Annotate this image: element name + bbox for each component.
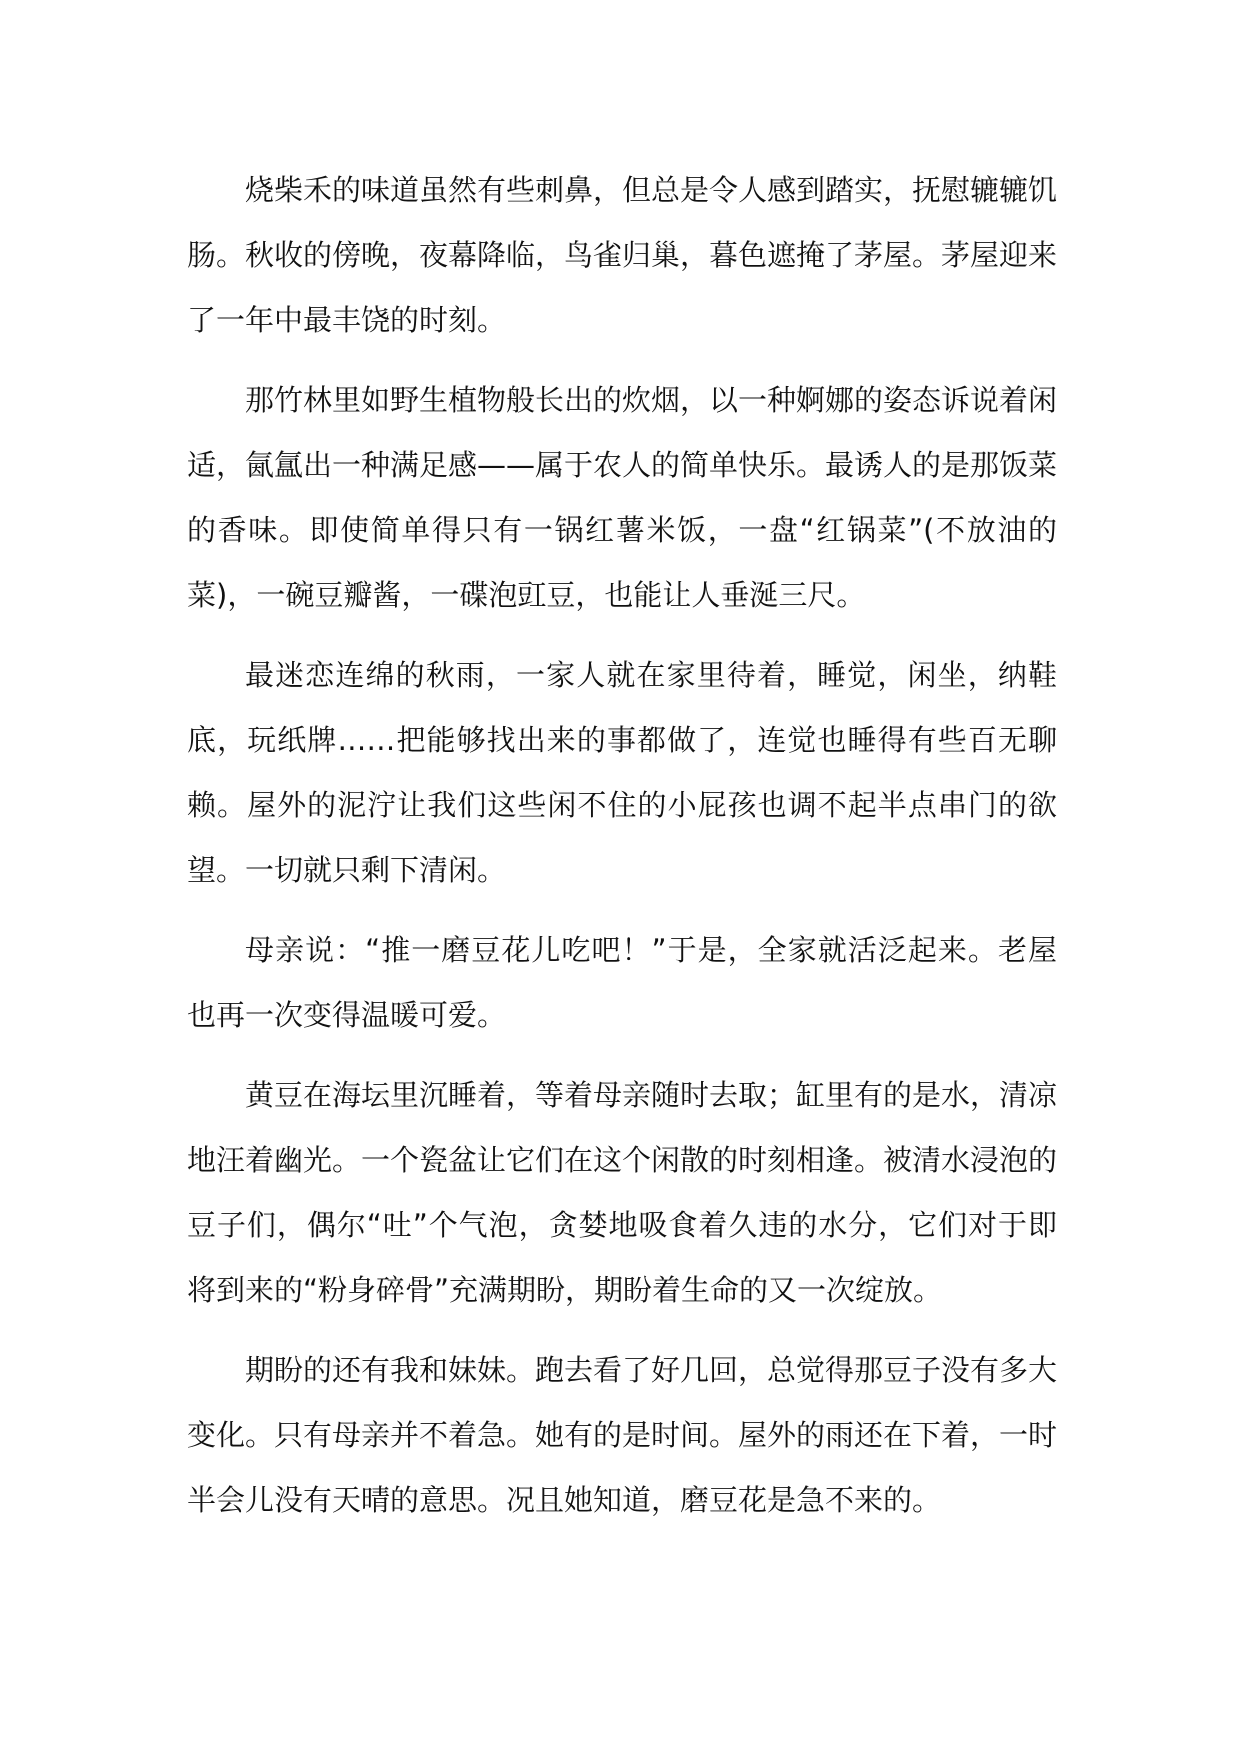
paragraph-1: 烧柴禾的味道虽然有些刺鼻，但总是令人感到踏实，抚慰辘辘饥肠。秋收的傍晚，夜幕降临，鸟雀归巢，暮色遮掩了茅屋。茅屋迎来了一年中最丰饶的时刻。 [187, 173, 1058, 337]
document-page [187, 158, 1057, 1548]
paragraph-4: 母亲说：“推一磨豆花儿吃吧！”于是，全家就活泛起来。老屋也再一次变得温暖可爱。 [187, 933, 1057, 1032]
paragraph-2: 那竹林里如野生植物般长出的炊烟，以一种婀娜的姿态诉说着闲适，氤氲出一种满足感——属于农人的简单快乐。最诱人的是那饭菜的香味。即使简单得只有一锅红薯米饭，一盘“红锅菜”(不放油的菜)，一碗豆瓣酱，一碟泡豇豆，也能让人垂涎三尺。 [187, 383, 1058, 612]
paragraph-5: 黄豆在海坛里沉睡着，等着母亲随时去取；缸里有的是水，清凉地汪着幽光。一个瓷盆让它们在这个闲散的时刻相逢。被清水浸泡的豆子们，偶尔“吐”个气泡，贪婪地吸食着久违的水分，它们对于即将到来的“粉身碎骨”充满期盼，期盼着生命的又一次绽放。 [187, 1078, 1058, 1307]
paragraph-6: 期盼的还有我和妹妹。跑去看了好几回，总觉得那豆子没有多大变化。只有母亲并不着急。她有的是时间。屋外的雨还在下着，一时半会儿没有天晴的意思。况且她知道，磨豆花是急不来的。 [187, 1353, 1058, 1517]
paragraph-3: 最迷恋连绵的秋雨，一家人就在家里待着，睡觉，闲坐，纳鞋底，玩纸牌……把能够找出来的事都做了，连觉也睡得有些百无聊赖。屋外的泥泞让我们这些闲不住的小屁孩也调不起半点串门的欲望。一切就只剩下清闲。 [187, 658, 1057, 887]
